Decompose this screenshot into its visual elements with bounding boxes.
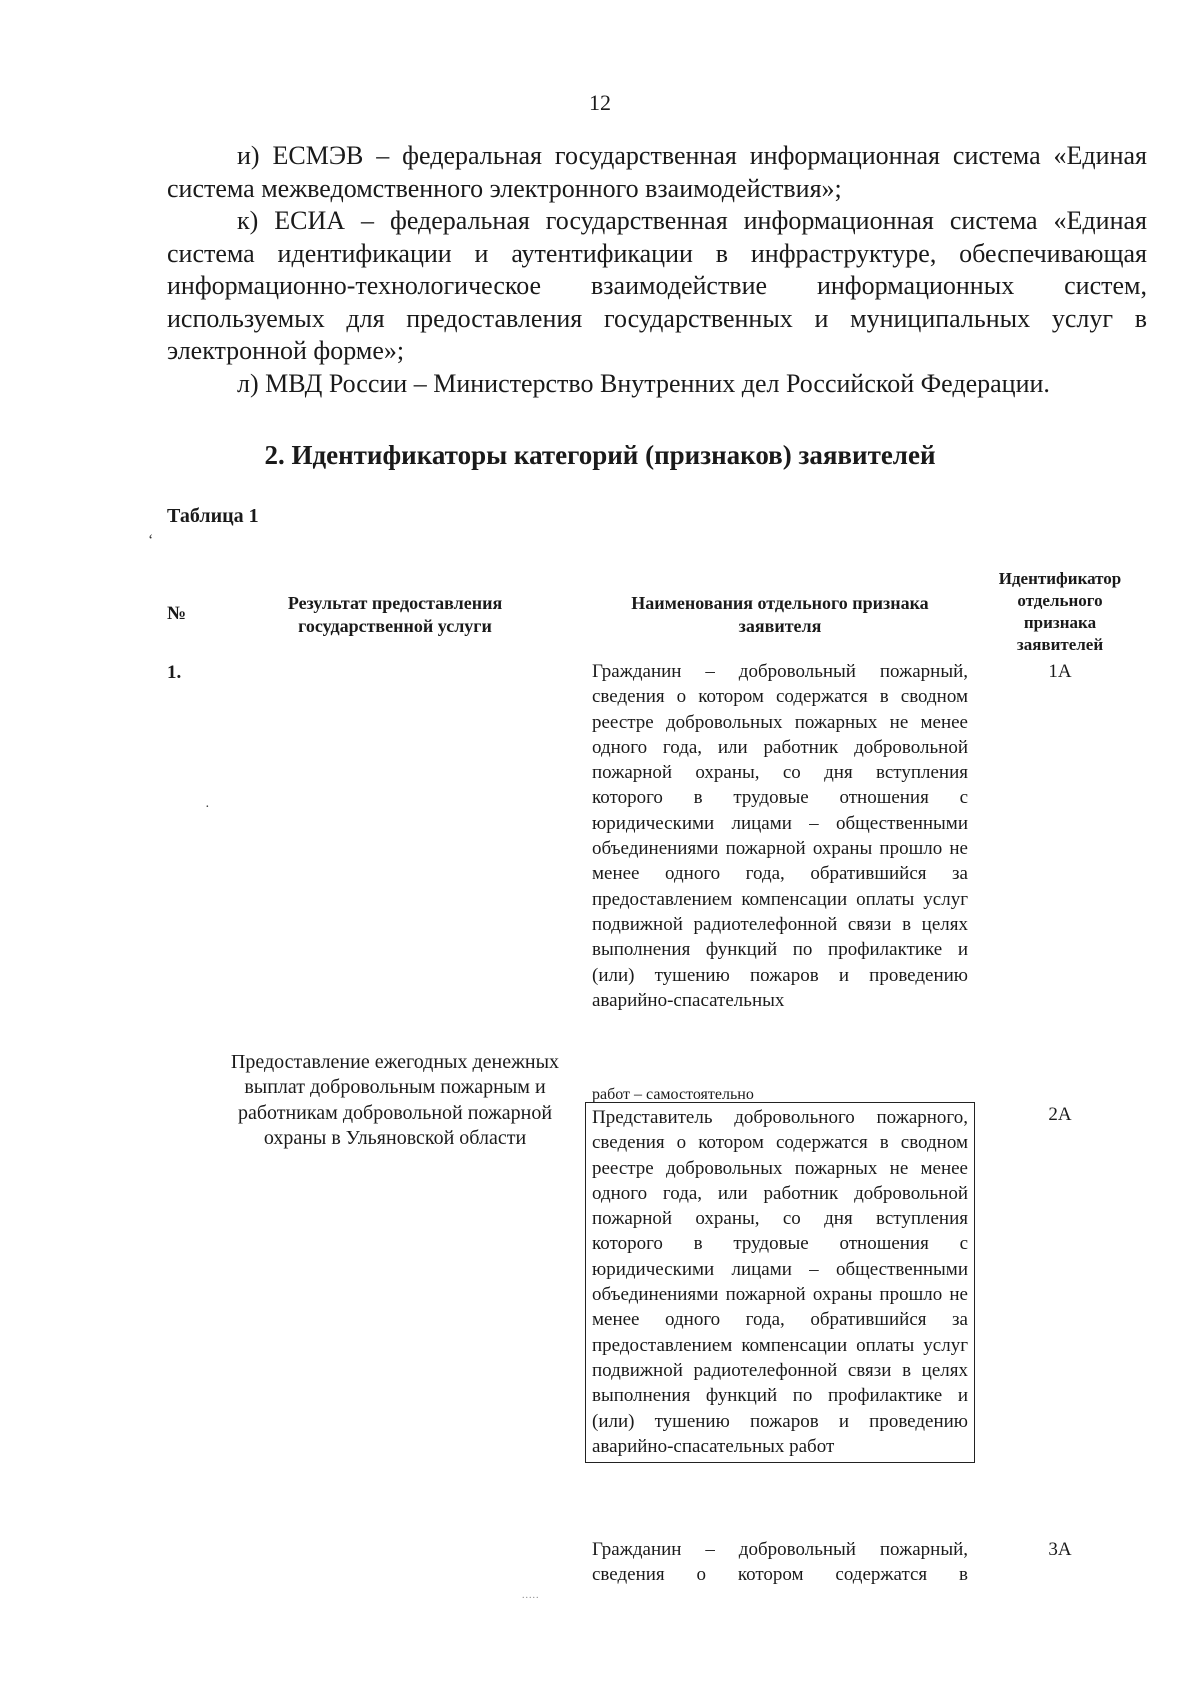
definitions-list	[167, 140, 1147, 400]
scan-mark: ʻ	[148, 532, 154, 549]
result-cell: Предоставление ежегодных денежных выплат добровольным пожарным и работникам добровольной пожарной охраны в Ульяновской области	[230, 1051, 560, 1149]
identifier-code: 3А	[1048, 1539, 1072, 1560]
applicant-description: Гражданин – добровольный пожарный, сведения о котором содержатся в	[592, 1539, 968, 1586]
applicant-description: Гражданин – добровольный пожарный, сведения о котором содержатся в сводном реестре добровольных пожарных не менее одного года, или работник добровольной пожарной охраны, со дня вступления которого в трудовые отношения с юридическими лицами – общественными объединениями пожарной охраны прошло не менее одного года, обратившийся за предоставлением компенсации оплаты услуг подвижной радиотелефонной связи в целях выполнения функций по профилактике и (или) тушению пожаров и проведению аварийно-спасательных	[592, 661, 968, 1011]
scan-dots: .....	[522, 1590, 540, 1601]
identifier-code: 2А	[1048, 1104, 1072, 1125]
applicant-description-tail: работ – самостоятельно	[592, 1086, 754, 1103]
table-caption: Таблица 1	[167, 505, 259, 527]
header-name: Наименования отдельного признака заявителя	[631, 593, 929, 636]
row-number: 1.	[167, 662, 182, 683]
definition-item: к) ЕСИА – федеральная государственная информационная система «Единая система идентификации и аутентификации в инфраструктуре, обеспечивающая информационно-технологическое взаимодействие информационных систем, используемых для предоставления государственных и муниципальных услуг в электронной форме»;	[167, 206, 1147, 365]
header-ident: Идентификатор отдельного признака заявителей	[998, 569, 1122, 654]
page-number: 12	[589, 90, 611, 115]
identifier-code: 1А	[1048, 661, 1072, 682]
section-heading: 2. Идентификаторы категорий (признаков) заявителей	[264, 440, 936, 470]
definition-item: и) ЕСМЭВ – федеральная государственная информационная система «Единая система межведомственного электронного взаимодействия»;	[167, 141, 1147, 203]
definition-item: л) МВД России – Министерство Внутренних дел Российской Федерации.	[237, 368, 1050, 398]
applicant-description-framed: Представитель добровольного пожарного, сведения о котором содержатся в сводном реестре добровольных пожарных не менее одного года, или работник добровольной пожарной охраны, со дня вступления которого в трудовые отношения с юридическими лицами – общественными объединениями пожарной охраны прошло не менее одного года, обратившийся за предоставлением компенсации оплаты услуг подвижной радиотелефонной связи в целях выполнения функций по профилактике и (или) тушению пожаров и проведению аварийно-спасательных работ	[585, 1102, 975, 1463]
header-result: Результат предоставления государственной услуги	[287, 593, 503, 636]
header-num: №	[167, 603, 187, 624]
scan-dot: ·	[205, 800, 210, 815]
